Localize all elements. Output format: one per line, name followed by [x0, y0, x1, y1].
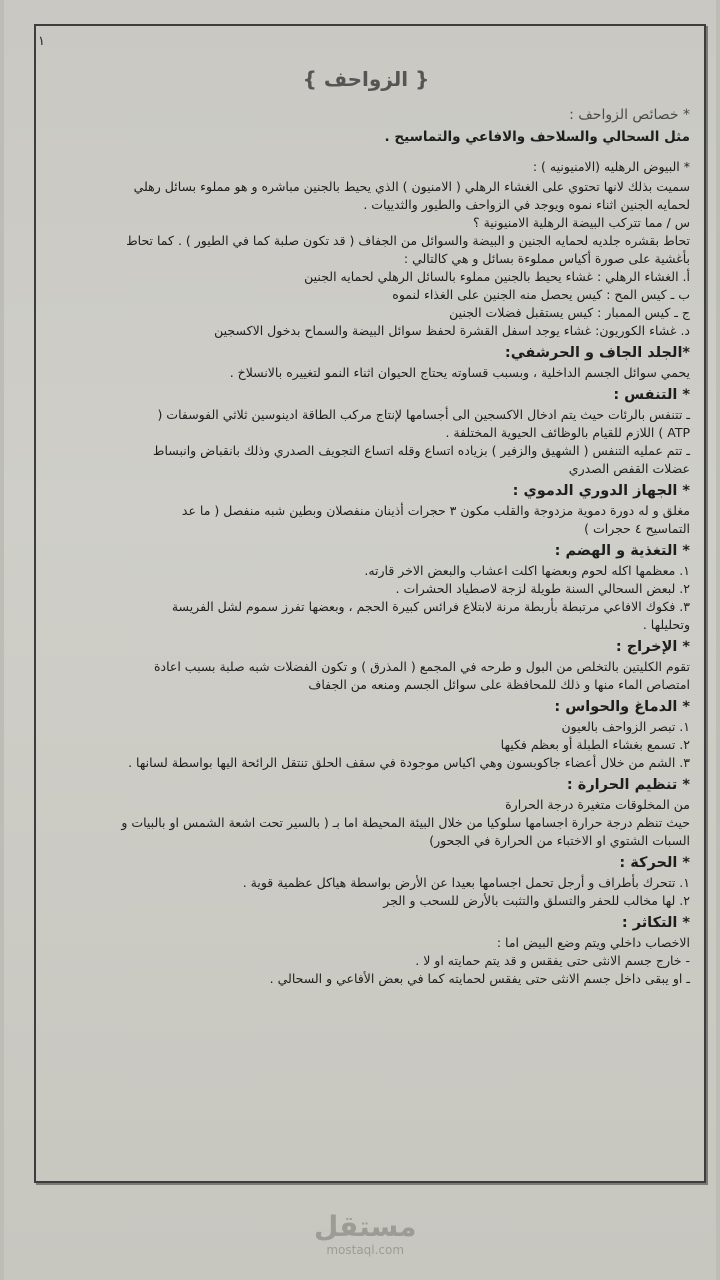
page-title: { الزواحف }	[302, 67, 430, 91]
respiration-heading: * التنفس :	[613, 387, 690, 403]
nutrition-line: ١. معظمها اكله لحوم وبعضها اكلت اعشاب والبعض الاخر قارته.	[364, 563, 690, 578]
watermark-site: mostaql.com	[326, 1243, 405, 1257]
amniotic-answer: تحاط بقشره جلديه لحمايه الجنين و البيضة والسوائل من الجفاف ( قد تكون صلبة كما في الطيور ) . كما تحاط	[126, 233, 690, 248]
skin-text: يحمي سوائل الجسم الداخلية ، وبسبب قساوته يحتاج الحيوان اثناء النمو لتغييره بالانسلاخ .	[229, 365, 690, 380]
membrane-item: ب ـ كيس المح : كيس يحصل منه الجنين على الغذاء لنموه	[392, 287, 690, 302]
nutrition-heading: * التغذية و الهضم :	[554, 543, 690, 559]
amniotic-line: سميت بذلك لانها تحتوي على الغشاء الرهلي ( الامنيون ) الذي يحيط بالجنين مباشره و هو مملوء بسائل رهلي	[133, 179, 690, 194]
examples-line: مثل السحالي والسلاحف والافاعي والتماسيح .	[384, 129, 690, 145]
paper-sheet	[4, 0, 716, 1280]
amniotic-heading: * البيوض الرهليه (الامنيونيه ) :	[532, 159, 690, 174]
amniotic-question: س / مما تتركب البيضة الرهلية الامنيونية ؟	[472, 215, 690, 230]
skin-heading: *الجلد الجاف و الحرشفي:	[504, 345, 690, 361]
brain-line: ١. تبصر الزواحف بالعيون	[561, 719, 690, 734]
characteristics-heading: * خصائص الزواحف :	[569, 107, 690, 123]
temperature-line: حيث تنظم درجة حرارة اجسامها سلوكيا من خلال البيئة المحيطة اما بـ ( بالسير تحت اشعة الشمس او بالبيات و	[121, 815, 690, 830]
watermark	[314, 1210, 416, 1257]
movement-line: ٢. لها مخالب للحفر والتسلق والتثبت بالأرض للسحب و الجر	[383, 893, 690, 908]
amniotic-answer: بأغشية على صورة أكياس مملوءة بسائل و هي كالتالي :	[403, 251, 690, 266]
page-number: ١	[38, 34, 45, 49]
respiration-line: ـ تتنفس بالرئات حيث يتم ادخال الاكسجين الى أجسامها لإنتاج مركب الطاقة ادينوسين ثلاثي الفوسفات (	[157, 407, 690, 422]
membrane-item: د. غشاء الكوريون: غشاء يوجد اسفل القشرة لحفظ سوائل البيضة والسماح بدخول الاكسجين	[214, 323, 690, 338]
document-body	[42, 67, 690, 988]
reproduction-line: ـ او يبقى داخل جسم الانثى حتى يفقس لحمايته كما في بعض الأفاعي و السحالي .	[269, 971, 690, 986]
nutrition-line: وتحليلها .	[642, 617, 690, 632]
movement-line: ١. تتحرك بأطراف و أرجل تحمل اجسامها بعيدا عن الأرض بواسطة هياكل عظمية قوية .	[242, 875, 690, 890]
respiration-line: ـ تتم عمليه التنفس ( الشهيق والزفير ) بزياده اتساع وقله اتساع التجويف الصدري وذلك بانقباض وانبساط	[152, 443, 690, 458]
respiration-line: ATP ) اللازم للقيام بالوظائف الحيوية المختلفة .	[445, 425, 690, 440]
reproduction-heading: * التكاثر :	[621, 915, 690, 931]
membrane-item: ج ـ كيس الممبار : كيس يستقبل فضلات الجنين	[449, 305, 690, 320]
movement-heading: * الحركة :	[619, 855, 690, 871]
temperature-line: السبات الشتوي او الاختباء من الحرارة في الجحور)	[429, 833, 690, 848]
excretion-heading: * الإخراج :	[615, 639, 690, 655]
circulation-heading: * الجهاز الدوري الدموي :	[512, 483, 690, 499]
excretion-line: تقوم الكليتين بالتخلص من البول و طرحه في المجمع ( المذرق ) و تكون الفضلات شبه صلبة بسبب اعادة	[153, 659, 690, 674]
circulation-line: التماسيح ٤ حجرات )	[584, 521, 690, 536]
reproduction-line: - خارج جسم الانثى حتى يفقس و قد يتم حمايته او لا .	[415, 953, 690, 968]
watermark-brand: مستقل	[314, 1210, 417, 1243]
brain-line: ٣. الشم من خلال أعضاء جاكوبسون وهي اكياس موجودة في سقف الحلق تنتقل الرائحة اليها بواسطة لسانها .	[128, 755, 690, 770]
brain-line: ٢. تسمع بغشاء الطبلة أو بعظم فكيها	[500, 737, 690, 752]
membrane-item: أ. الغشاء الرهلي : غشاء يحيط بالجنين مملوء بالسائل الرهلي لحمايه الجنين	[304, 269, 690, 284]
respiration-line: عضلات القفص الصدري	[568, 461, 690, 476]
brain-heading: * الدماغ والحواس :	[554, 699, 690, 715]
nutrition-line: ٣. فكوك الافاعي مرتبطة بأربطة مرنة لابتلاع فرائس كبيرة الحجم ، وبعضها تفرز سموم لشل الفريسة	[171, 599, 690, 614]
nutrition-line: ٢. لبعض السحالي السنة طويلة لزجة لاصطياد الحشرات .	[395, 581, 690, 596]
excretion-line: امتصاص الماء منها و ذلك للمحافظة على سوائل الجسم ومنعه من الجفاف	[308, 677, 690, 692]
temperature-heading: * تنظيم الحرارة :	[566, 777, 690, 793]
circulation-line: مغلق و له دورة دموية مزدوجة والقلب مكون ٣ حجرات أذينان منفصلان وبطين شبه منفصل ( ما عد	[181, 503, 690, 518]
amniotic-line: لحمايه الجنين اثناء نموه ويوجد في الزواحف والطيور والثدييات .	[363, 197, 690, 212]
reproduction-line: الاخصاب داخلي ويتم وضع البيض اما :	[496, 935, 690, 950]
temperature-line: من المخلوقات متغيرة درجة الحرارة	[505, 797, 690, 812]
